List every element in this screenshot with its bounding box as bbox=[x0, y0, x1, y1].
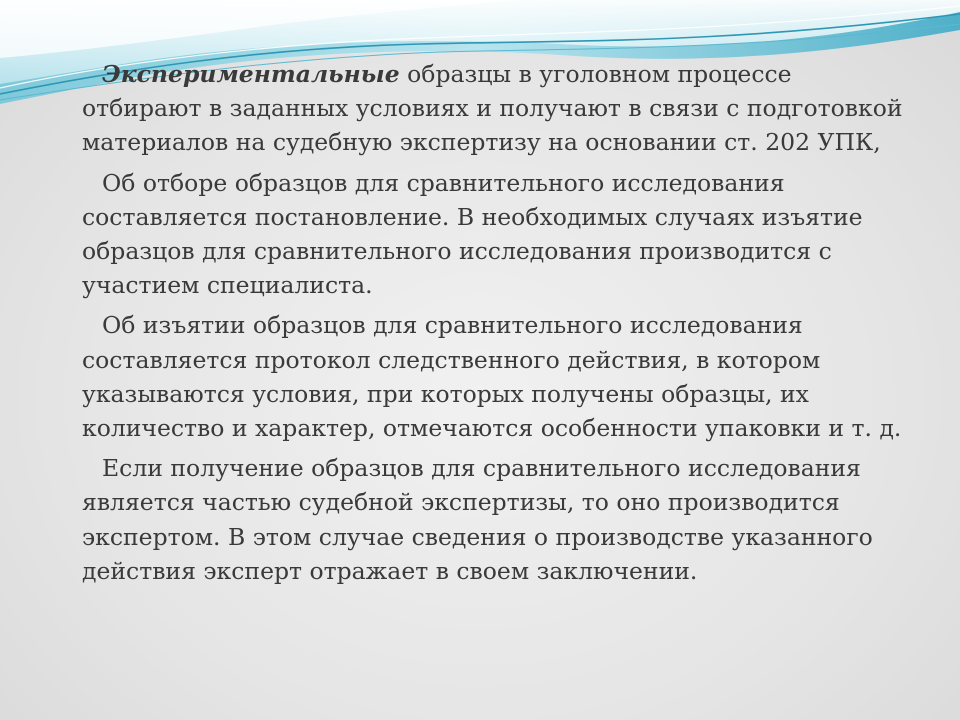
paragraph-4-text: Если получение образцов для сравнительного исследования является частью судебной экспертизы, то оно производится экспертом. В этом случае сведения о производстве указанного действия эксперт отражает в своем заключении. bbox=[82, 454, 873, 585]
paragraph-2 bbox=[82, 166, 912, 303]
paragraph-3 bbox=[82, 308, 912, 445]
paragraph-1 bbox=[82, 57, 912, 160]
paragraph-1-text: образцы в уголовном процессе отбирают в заданных условиях и получают в связи с подготовкой материалов на судебную экспертизу на основании ст. 202 УПК, bbox=[82, 60, 903, 157]
paragraph-3-text: Об изъятии образцов для сравнительного исследования составляется протокол следственного действия, в котором указываются условия, при которых получены образцы, их количество и характер, отмечаются особенности упаковки и т. д. bbox=[82, 311, 902, 443]
paragraph-4 bbox=[82, 451, 912, 588]
emphasized-term: Экспериментальные bbox=[102, 60, 400, 88]
slide-text-body bbox=[82, 57, 912, 594]
paragraph-2-text: Об отборе образцов для сравнительного исследования составляется постановление. В необходимых случаях изъятие образцов для сравнительного исследования производится с участием специалиста. bbox=[82, 168, 863, 300]
